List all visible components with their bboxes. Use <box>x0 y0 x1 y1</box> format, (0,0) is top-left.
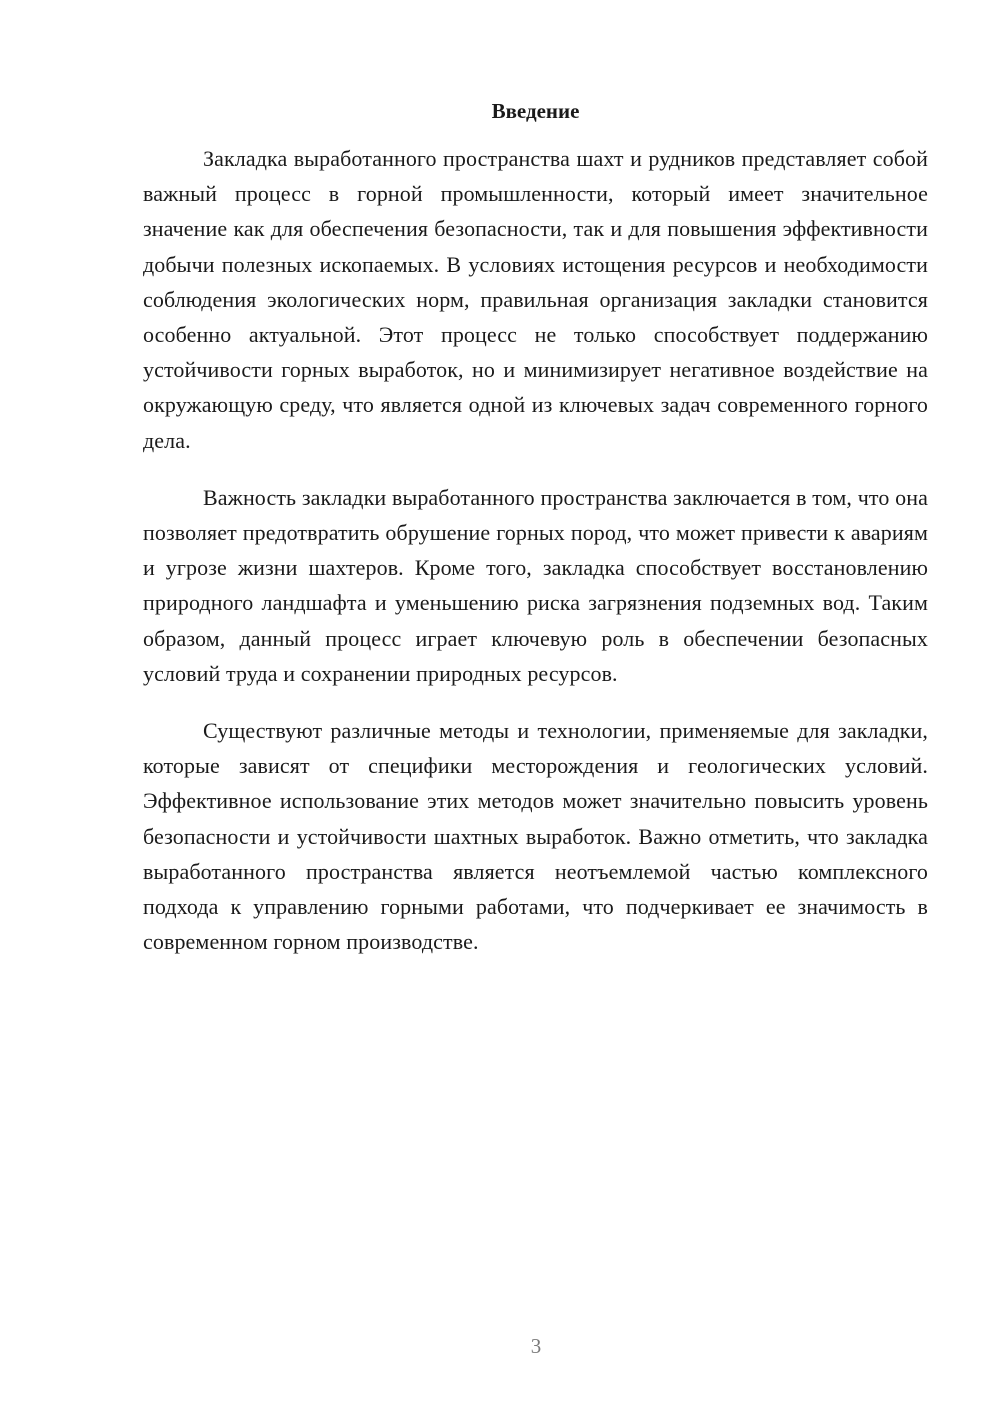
page-content <box>143 94 928 981</box>
section-title: Введение <box>491 99 580 123</box>
paragraph-1: Закладка выработанного пространства шахт и рудников представляет собой важный процесс в горной промышленности, который имеет значительное значение как для обеспечения безопасности, так и для повышения эффективности добычи полезных ископаемых. В условиях истощения ресурсов и необходимости соблюдения экологических норм, правильная организация закладки становится особенно актуальной. Этот процесс не только способствует поддержанию устойчивости горных выработок, но и минимизирует негативное воздействие на окружающую среду, что является одной из ключевых задач современного горного дела. <box>143 146 928 453</box>
page-number: 3 <box>530 1334 542 1358</box>
paragraph-2: Важность закладки выработанного пространства заключается в том, что она позволяет предотвратить обрушение горных пород, что может привести к авариям и угрозе жизни шахтеров. Кроме того, закладка способствует восстановлению природного ландшафта и уменьшению риска загрязнения подземных вод. Таким образом, данный процесс играет ключевую роль в обеспечении безопасных условий труда и сохранении природных ресурсов. <box>143 484 928 686</box>
paragraph-3: Существуют различные методы и технологии, применяемые для закладки, которые зависят от специфики месторождения и геологических условий. Эффективное использование этих методов может значительно повысить уровень безопасности и устойчивости шахтных выработок. Важно отметить, что закладка выработанного пространства является неотъемлемой частью комплексного подхода к управлению горными работами, что подчеркивает ее значимость в современном горном производстве. <box>143 718 928 955</box>
